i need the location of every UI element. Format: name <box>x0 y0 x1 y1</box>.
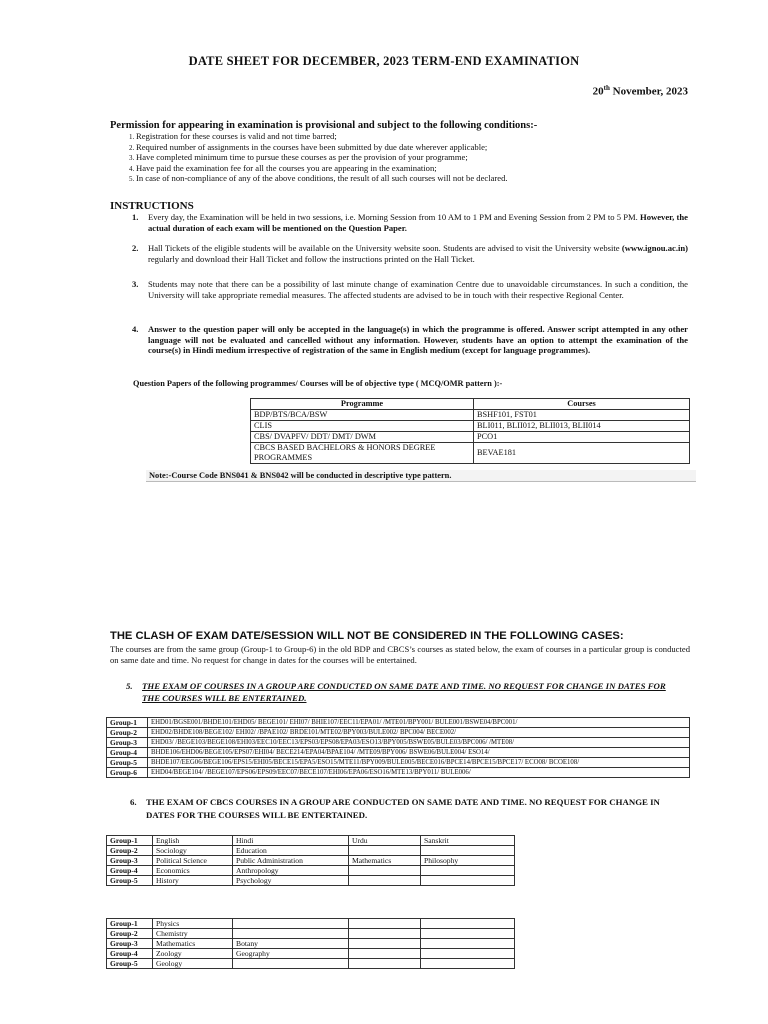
table-cell: Zoology <box>153 949 233 959</box>
table-cell <box>349 876 421 886</box>
group-label: Group-3 <box>107 856 153 866</box>
table-cell: BLI011, BLII012, BLII013, BLII014 <box>474 421 690 432</box>
condition-item: 1. Registration for these courses is valid and not time barred; <box>136 131 710 142</box>
table-cell <box>233 959 349 969</box>
table-cell: Public Administration <box>233 856 349 866</box>
table-cell: Psychology <box>233 876 349 886</box>
table-cell: Chemistry <box>153 929 233 939</box>
table-cell <box>349 846 421 856</box>
date-day: 20 <box>592 85 604 98</box>
table-cell: BSHF101, FST01 <box>474 410 690 421</box>
objective-programme-table <box>250 398 690 464</box>
instructions-heading: INSTRUCTIONS <box>110 200 194 212</box>
group-label: Group-5 <box>107 959 153 969</box>
table-cell: Political Science <box>153 856 233 866</box>
table-row <box>107 768 690 778</box>
group-label: Group-5 <box>107 876 153 886</box>
permission-conditions <box>110 131 710 184</box>
table-row <box>107 728 690 738</box>
table-cell <box>421 949 515 959</box>
condition-item: 2. Required number of assignments in the courses have been submitted by due date wherever applicable; <box>136 142 710 153</box>
table-row <box>107 949 515 959</box>
table-cell <box>421 919 515 929</box>
table-cell: Geology <box>153 959 233 969</box>
point-text: THE EXAM OF COURSES IN A GROUP ARE CONDUCTED ON SAME DATE AND TIME. NO REQUEST FOR CHANGE IN DATES FOR THE COURSES WILL BE ENTERTAINED. <box>142 681 666 703</box>
table-row <box>107 758 690 768</box>
group-label: Group-3 <box>107 939 153 949</box>
instruction-number: 1. <box>132 212 139 222</box>
table-cell: Sociology <box>153 846 233 856</box>
condition-item: 5. In case of non-compliance of any of the above conditions, the result of all such courses will not be declared. <box>136 173 710 184</box>
table-cell <box>349 866 421 876</box>
group-label: Group-4 <box>107 866 153 876</box>
table-row <box>107 748 690 758</box>
group-courses: BHDE106/EHD06/BEGE105/EPS07/EHI04/ BECE214/EPA04/BPAE104/ /MTE09/BPY006/ BSWE06/BULE004/ ESO14/ <box>148 748 690 758</box>
group-label: Group-5 <box>107 758 148 768</box>
table-cell <box>421 866 515 876</box>
instruction-text: Students may note that there can be a possibility of last minute change of examination Centre due to unavoidable circumstances. In such a condition, the University will take appropriate remedial measures. The affected students are advised to be in touch with their respective Regional Center. <box>148 279 688 300</box>
table-row <box>107 866 515 876</box>
table-cell: BEVAE181 <box>474 443 690 464</box>
group-label: Group-1 <box>107 836 153 846</box>
table-row <box>251 421 690 432</box>
condition-item: 3. Have completed minimum time to pursue these courses as per the provision of your programme; <box>136 152 710 163</box>
table-cell <box>349 949 421 959</box>
group-courses: EHD01/BGSE001/BHDE101/EHD05/ BEGE101/ EHI07/ BHIE107/EEC11/EPA01/ /MTE01/BPY001/ BULE001/BSWE04/BPC001/ <box>148 718 690 728</box>
cbcs-group-table-1 <box>106 835 515 886</box>
table-cell: BDP/BTS/BCA/BSW <box>251 410 474 421</box>
group-label: Group-2 <box>107 929 153 939</box>
instruction-text: regularly and download their Hall Ticket and follow the instructions printed on the Hall Ticket. <box>148 253 475 264</box>
table-cell: CBCS BASED BACHELORS & HONORS DEGREE PROGRAMMES <box>251 443 474 464</box>
table-cell: Sanskrit <box>421 836 515 846</box>
table-cell <box>421 929 515 939</box>
column-header: Courses <box>474 399 690 410</box>
table-cell <box>421 876 515 886</box>
table-cell: Anthropology <box>233 866 349 876</box>
table-cell: Mathematics <box>153 939 233 949</box>
table-cell <box>349 919 421 929</box>
instruction-number: 4. <box>132 324 139 334</box>
column-header: Programme <box>251 399 474 410</box>
table-cell: CLIS <box>251 421 474 432</box>
instruction-bold-text: However, the actual duration of each exam will be mentioned on the Question Paper. <box>148 212 688 233</box>
table-row <box>107 939 515 949</box>
group-courses: BHDE107/EEG06/BEGE106/EPS15/EHI05/BECE15/EPA5/ESO15/MTE11/BPY009/BULE005/BECE016/BPCE14/BPCE15/BPCE17/ ECO08/ BCOE108/ <box>148 758 690 768</box>
point-number: 5. <box>126 681 133 691</box>
group-label: Group-4 <box>107 748 148 758</box>
instruction-1 <box>110 212 688 233</box>
table-cell: Physics <box>153 919 233 929</box>
table-row <box>107 846 515 856</box>
group-label: Group-2 <box>107 728 148 738</box>
group-label: Group-4 <box>107 949 153 959</box>
page-title: DATE SHEET FOR DECEMBER, 2023 TERM-END EXAMINATION <box>188 54 580 68</box>
condition-item: 4. Have paid the examination fee for all the courses you are appearing in the examination; <box>136 163 710 174</box>
group-label: Group-1 <box>107 718 148 728</box>
table-cell: PCO1 <box>474 432 690 443</box>
instruction-text: Answer to the question paper will only be accepted in the language(s) in which the programme is offered. Answer script attempted in any other language will not be evaluated and cancelled without any information. However, students have an option to attempt the examination of the course(s) in Hindi medium irrespective of registration of the same in English medium (except for language programmes). <box>148 324 688 356</box>
university-website-link[interactable]: (www.ignou.ac.in) <box>621 243 688 253</box>
table-header-row <box>251 399 690 410</box>
group-courses: EHD02/BHDE108/BEGE102/ EHI02/ /BPAE102/ BRDE101/MTE02/BPY003/BULE002/ BPC004/ BECE002/ <box>148 728 690 738</box>
instruction-number: 2. <box>132 243 139 253</box>
table-cell: CBS/ DVAPFV/ DDT/ DMT/ DWM <box>251 432 474 443</box>
instruction-4 <box>110 324 688 356</box>
date-suffix: th <box>603 84 610 92</box>
table-cell: Hindi <box>233 836 349 846</box>
clash-heading: THE CLASH OF EXAM DATE/SESSION WILL NOT BE CONSIDERED IN THE FOLLOWING CASES: <box>110 630 624 642</box>
group-label: Group-3 <box>107 738 148 748</box>
table-row <box>251 432 690 443</box>
table-cell: Education <box>233 846 349 856</box>
table-cell <box>233 919 349 929</box>
instruction-2 <box>110 243 688 264</box>
instruction-text: Every day, the Examination will be held in two sessions, i.e. Morning Session from 10 AM to 1 PM and Evening Session from 2 PM to 5 PM. <box>148 212 638 222</box>
table-row <box>107 836 515 846</box>
table-cell <box>421 959 515 969</box>
group-courses: EHD04/BEGE104/ /BEGE107/EPS06/EPS09/EEC07/BECE107/EHI06/EPA06/ESO16/MTE13/BPY011/ BULE006/ <box>148 768 690 778</box>
permission-heading: Permission for appearing in examination is provisional and subject to the following conditions:- <box>110 120 538 131</box>
table-row <box>107 856 515 866</box>
table-row <box>251 443 690 464</box>
old-bdp-group-table <box>106 717 690 778</box>
point-6 <box>130 796 690 822</box>
table-row <box>107 876 515 886</box>
table-cell <box>349 929 421 939</box>
table-cell: Geography <box>233 949 349 959</box>
table-cell: Mathematics <box>349 856 421 866</box>
group-label: Group-6 <box>107 768 148 778</box>
table-cell: History <box>153 876 233 886</box>
table-cell: English <box>153 836 233 846</box>
table-cell <box>349 939 421 949</box>
group-courses: EHD03/ /BEGE103/BEGE108/EHI03/EEC10/EEC13/EPS03/EPS08/EPA03/ESO13/BPY005/BSWE05/BULE03/BPC006/ /MTE08/ <box>148 738 690 748</box>
table-cell: Economics <box>153 866 233 876</box>
table-row <box>107 959 515 969</box>
table-cell: Urdu <box>349 836 421 846</box>
table-cell <box>233 929 349 939</box>
clash-paragraph: The courses are from the same group (Group-1 to Group-6) in the old BDP and CBCS’s courses as stated below, the exam of courses in a particular group is conducted on same date and time. No request for change in dates for the courses will be entertained. <box>110 644 690 665</box>
instruction-number: 3. <box>132 279 139 289</box>
descriptive-pattern-note: Note:-Course Code BNS041 & BNS042 will be conducted in descriptive type pattern. <box>146 470 696 482</box>
table-cell <box>349 959 421 969</box>
table-cell <box>421 939 515 949</box>
cbcs-group-table-2 <box>106 918 515 969</box>
table-cell <box>421 846 515 856</box>
table-cell: Botany <box>233 939 349 949</box>
objective-type-note: Question Papers of the following programmes/ Courses will be of objective type ( MCQ/OMR pattern ):- <box>133 379 503 388</box>
group-label: Group-1 <box>107 919 153 929</box>
point-text: THE EXAM OF CBCS COURSES IN A GROUP ARE CONDUCTED ON SAME DATE AND TIME. NO REQUEST FOR CHANGE IN DATES FOR THE COURSES WILL BE ENTERTAINED. <box>146 797 660 820</box>
issue-date <box>593 84 688 98</box>
table-cell: Philosophy <box>421 856 515 866</box>
point-number: 6. <box>130 797 137 807</box>
table-row <box>107 929 515 939</box>
point-5 <box>126 680 686 704</box>
instruction-text: Hall Tickets of the eligible students will be available on the University website soon. Students are advised to visit the University website <box>148 243 622 253</box>
table-row <box>107 919 515 929</box>
table-row <box>107 738 690 748</box>
date-rest: November, 2023 <box>609 85 688 98</box>
table-row <box>107 718 690 728</box>
table-row <box>251 410 690 421</box>
instruction-3 <box>110 279 688 300</box>
group-label: Group-2 <box>107 846 153 856</box>
